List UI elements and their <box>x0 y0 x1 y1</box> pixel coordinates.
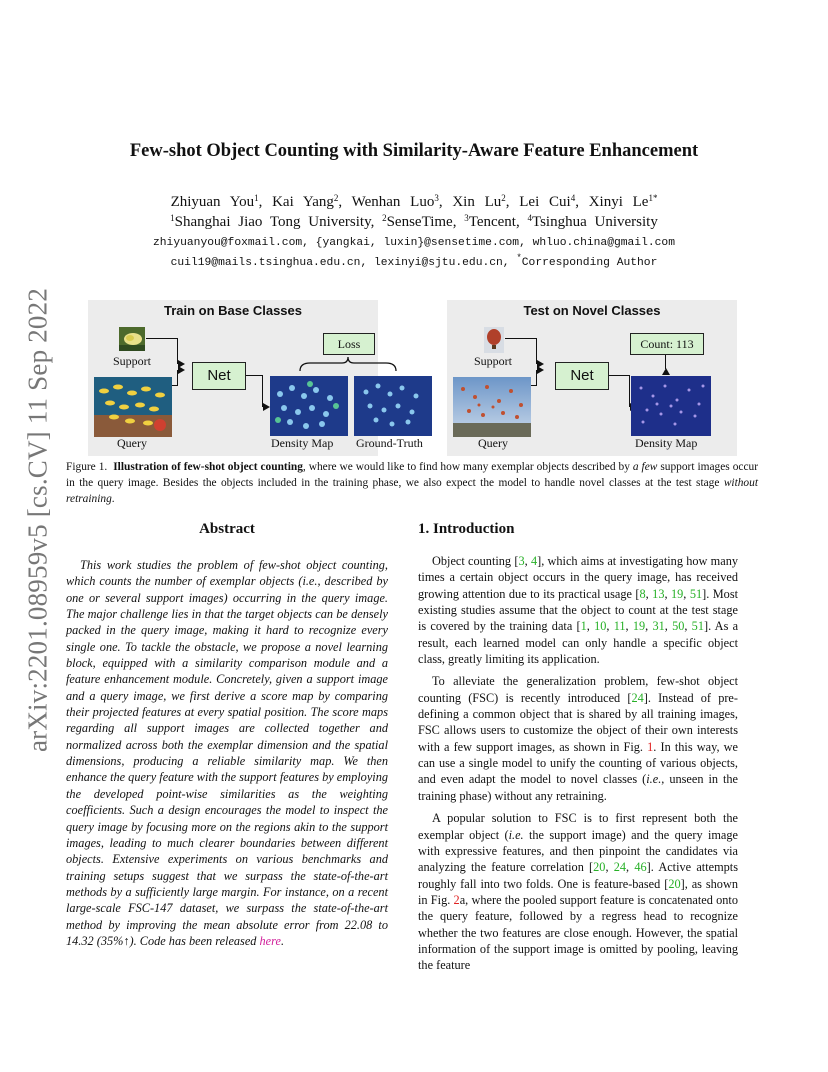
ground-truth-label: Ground-Truth <box>356 436 423 450</box>
figure-train-panel <box>88 300 423 456</box>
corresponding-mark: * <box>516 253 522 263</box>
figure-test-panel <box>447 300 737 456</box>
author-list: Zhiyuan You$^1$, Kai Yang$^2$, Wenhan Luo$^3$, Xin Lu$^2$, Lei Cui$^4$, Xinyi $Le^{1*}$ <box>170 193 658 210</box>
affiliation-name: Tsinghua University <box>531 214 658 230</box>
author-sup: 1* <box>648 193 658 203</box>
citation-link[interactable]: 4 <box>530 554 538 568</box>
body-text: , <box>664 586 671 601</box>
affiliation-sup: 4 <box>527 213 532 223</box>
body-text: , <box>524 554 531 568</box>
net-box-test: Net <box>555 362 609 390</box>
citation-link[interactable]: 24 <box>613 860 627 875</box>
introduction-heading: 1. Introduction <box>418 521 515 537</box>
figure-ref-link[interactable]: 1 <box>647 739 654 754</box>
ground-truth-image <box>354 376 432 436</box>
citation-link[interactable]: 51 <box>691 619 704 634</box>
author-sup: 2 <box>333 193 339 203</box>
body-text: a, where the pooled support feature is concatenated onto the query feature, followed by a regress head to recognize whether the two features are close enough. However, the spatial information of the support image is omitted by pooling, leaving the feature <box>418 892 738 973</box>
citation-link[interactable]: 19 <box>632 619 646 634</box>
email-line-1: zhiyuanyou@foxmail.com, {yangkai, luxin}@sensetime.com, whluo.china@gmail.com <box>152 237 675 249</box>
italic-text: i.e. <box>508 827 524 842</box>
count-box: Count: 113 <box>630 333 704 355</box>
citation-link[interactable]: 24 <box>631 690 644 705</box>
body-text: To alleviate the generalization problem, few-shot object counting (FSC) is recently introduced [ <box>418 674 738 705</box>
intro-paragraph-2 <box>418 673 738 804</box>
author-sup: 3 <box>434 193 439 203</box>
query-label: Query <box>117 436 147 450</box>
citation-link[interactable]: 10 <box>594 619 607 634</box>
email-line-2 <box>0 253 828 269</box>
italic-text: i.e. <box>646 772 662 787</box>
citation-link[interactable]: 19 <box>671 586 684 601</box>
support-label-test: Support <box>474 354 513 368</box>
citation-link[interactable]: 3 <box>518 554 525 568</box>
body-text: , <box>626 860 635 875</box>
author-name: Kai Yang <box>272 194 334 210</box>
support-label: Support <box>113 354 152 368</box>
body-text: , unseen in the training phase) without any retraining. <box>418 772 738 803</box>
density-map-image <box>270 376 348 436</box>
citation-link[interactable]: 46 <box>634 860 647 875</box>
body-text: , <box>664 619 673 634</box>
citation-link[interactable]: 31 <box>652 619 665 634</box>
introduction-body <box>418 553 738 980</box>
body-text: ]. As a result, each learned model can only handle a specific object class, greatly limiting its application. <box>418 619 739 667</box>
affiliation-name: SenseTime <box>386 214 453 230</box>
body-text: , <box>645 586 653 601</box>
figure-caption: Figure 1. Illustration of few-shot object counting, where we would like to find how many exemplar objects described by a few support images occur in the query image. Besides the objects included in the training phase, we also expect the model to handle novel classes at the test stage without retraining. <box>66 461 758 505</box>
body-text: , <box>606 619 614 634</box>
body-text: , <box>683 586 690 601</box>
density-map-label-test: Density Map <box>635 436 698 450</box>
author-name: Wenhan Luo <box>351 194 435 210</box>
density-map-image-test <box>631 376 711 436</box>
loss-box: Loss <box>323 333 375 355</box>
body-text: ], as shown in Fig. <box>418 876 738 907</box>
citation-link[interactable]: 13 <box>652 586 665 601</box>
body-text: the support image) and the query image with expressive features, and then pinpoint the candidates via analyzing the feature correlation [ <box>418 827 738 875</box>
query-label-test: Query <box>478 436 508 450</box>
train-panel-title: Train on Base Classes <box>163 303 302 318</box>
author-name: Xinyi Le <box>588 194 649 210</box>
affiliation-sup: 3 <box>464 213 469 223</box>
citation-link[interactable]: 11 <box>613 619 626 634</box>
caption-bold: Illustration of few-shot object counting <box>113 461 303 473</box>
author-sup: 1 <box>254 193 259 203</box>
loss-brace <box>298 355 398 373</box>
citation-link[interactable]: 8 <box>639 586 646 601</box>
abstract-text: This work studies the problem of few-shot object counting, which counts the number of exemplar objects (i.e., described by one or several support images) occurring in the query image. The major challenge lies in that the target objects can be densely packed in the query image, making it hard to recognize every single one. To tackle the obstacle, we propose a novel learning block, equipped with a similarity comparison module and a feature enhancement module. Concretely, given a support image and a query image, we first derive a score map by comparing their projected features at every spatial position. The score maps regarding all support images are collected together and normalized across both the exemplar dimension and the spatial dimensions, producing a reliable similarity map. We then enhance the query feature with the support features by employing the developed point-wise similarities as the weighting coefficients. Such a design encourages the model to inspect the query image by focusing more on the regions akin to the support images, leading to much clearer boundaries between different objects. Extensive experiments on various benchmarks and training setups suggest that we surpass the state-of-the-art methods by a sufficiently large margin. For instance, on a recent large-scale FSC-147 dataset, we surpass the state-of-the-art method by improving the mean absolute error from 22.08 to 14.32 (35%↑). Code has been released here. <box>66 558 388 948</box>
author-name: Zhiyuan You <box>170 194 255 210</box>
author-sup: 4 <box>570 193 576 203</box>
citation-link[interactable]: 51 <box>689 586 703 601</box>
caption-prefix: Figure 1. <box>66 461 108 473</box>
abstract-heading: Abstract <box>199 521 255 537</box>
query-image-fish <box>94 377 172 437</box>
citation-link[interactable]: 20 <box>668 876 681 891</box>
body-text: ]. Active attempts roughly fall into two folds. One is feature-based [ <box>418 860 738 891</box>
affiliation-name: Tencent <box>468 214 516 230</box>
author-sup: 2 <box>501 193 506 203</box>
affiliation-list: $^1$Shanghai Jiao Tong University, $^2$SenseTime, $^3$Tencent, $^4$Tsinghua University <box>170 213 658 230</box>
query-image-balloons <box>453 377 531 437</box>
body-text: ]. Most existing studies assume that the object to count at the test stage is covered by the training data [ <box>418 586 739 634</box>
affiliation-name: Shanghai Jiao Tong University <box>174 214 371 230</box>
citation-link[interactable]: 50 <box>672 619 685 634</box>
body-text: A popular solution to FSC is to first represent both the exemplar object ( <box>418 811 738 842</box>
density-map-label: Density Map <box>271 436 334 450</box>
affiliation-sup: 2 <box>382 213 387 223</box>
body-text: , <box>684 619 692 634</box>
body-text: , <box>625 619 633 634</box>
citation-link[interactable]: 20 <box>593 860 606 875</box>
code-link[interactable]: here <box>259 933 281 948</box>
support-image-balloon <box>484 327 504 353</box>
author-name: Xin Lu <box>452 194 502 210</box>
citation-link[interactable]: 1 <box>580 619 587 634</box>
intro-paragraph-1 <box>418 553 738 667</box>
affiliation-sup: 1 <box>170 213 175 223</box>
support-image-fish <box>119 327 145 351</box>
corresponding-label: Corresponding Author <box>521 257 658 269</box>
figure-ref-link[interactable]: 2 <box>453 892 460 907</box>
body-text: Object counting [ <box>432 554 519 568</box>
body-text: , <box>645 619 653 634</box>
body-text: ], which aims at investigating how many times a certain object occurs in the query image, has received growing attention due to its practical usage [ <box>418 554 738 601</box>
arxiv-stamp: arXiv:2201.08959v5 [cs.CV] 11 Sep 2022 <box>22 287 53 753</box>
intro-paragraph-3 <box>418 810 738 973</box>
test-panel-title: Test on Novel Classes <box>523 303 661 318</box>
paper-title: Few-shot Object Counting with Similarity-Aware Feature Enhancement <box>129 141 699 161</box>
email-line-2-addresses: cuil19@mails.tsinghua.edu.cn, lexinyi@sjtu.edu.cn, <box>170 257 517 269</box>
body-text: , <box>605 860 614 875</box>
body-text: , <box>586 619 595 634</box>
body-text: ]. Instead of pre-defining a common object that is shared by all training images, FSC allows users to customize the object of their own interests with a few support images, as shown in Fig. <box>418 690 738 754</box>
author-name: Lei Cui <box>519 194 571 210</box>
body-text: . In this way, we can use a single model to unify the counting of various objects, and even adapt the model to novel classes ( <box>418 739 738 787</box>
net-box: Net <box>192 362 246 390</box>
